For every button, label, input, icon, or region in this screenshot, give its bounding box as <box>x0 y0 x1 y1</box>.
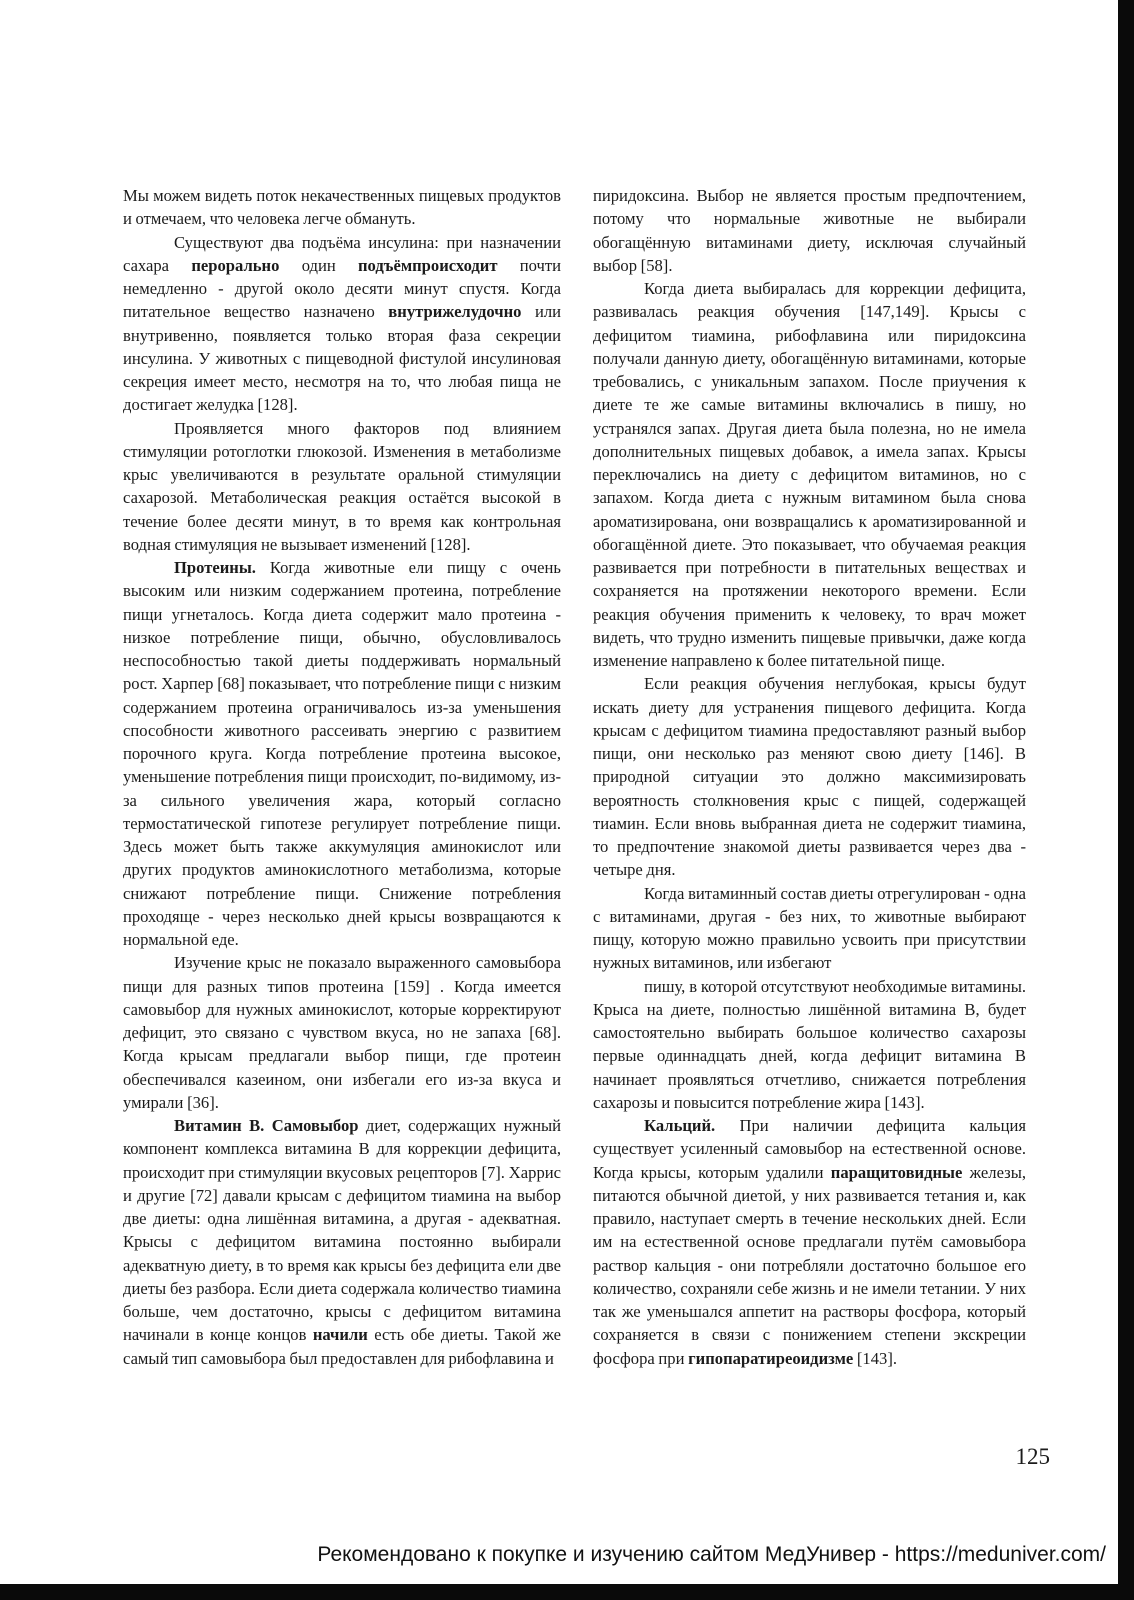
paragraph: пиридоксина. Выбор не является простым предпочтением, потому что нормальные животные не выбирали обогащённую витаминами диету, исключая случайный выбор [58]. <box>593 186 1026 275</box>
paragraph: Изучение крыс не показало выраженного самовыбора пищи для разных типов протеина [159] . Когда имеется самовыбор для нужных аминокислот, которые корректируют дефицит, это связано с чувством вкуса, но не запаха [68]. Когда крысам предлагали выбор пищи, где протеин обеспечивался казеином, они избегали его из-за вкуса и умирали [36]. <box>123 953 561 1112</box>
section-heading: Протеины. <box>174 558 256 577</box>
paragraph-vitamin-b: Витамин В. Самовыбор диет, содержащих нужный компонент комплекса витамина В для коррекции дефицита, происходит при стимуляции вкусовых рецепторов [7]. Харрис и другие [72] давали крысам с дефицитом тиамина на выбор две диеты: одна лишённая витамина, а другая - адекватная. Крысы с дефицитом витамина постоянно выбирали адекватную диету, в то время как крысы без дефицита ели две диеты без разбора. Если диета содержала количество тиамина больше, чем достаточно, крысы с дефицитом витамина начинали в конце концов начили есть обе диеты. Такой же самый тип самовыбора был предоставлен для рибофлавина и <box>123 1116 561 1368</box>
paragraph-proteins: Протеины. Когда животные ели пищу с очень высоким или низким содержанием протеина, потребление пищи угнеталось. Когда диета содержит мало протеина - низкое потребление пищи, обычно, обусловливалось неспособностью такой диеты поддерживать нормальный рост. Харпер [68] показывает, что потребление пищи с низким содержанием протеина ограничивалось из-за уменьшения способности животного рассеивать энергию с развитием порочного круга. Когда потребление протеина высокое, уменьшение потребления пищи происходит, по-видимому, из-за сильного увеличения жара, который согласно термостатической гипотезе регулирует потребление пищи. Здесь может быть также аккумуляция аминокислот или других продуктов аминокислотного метаболизма, которые снижают потребление пищи. Снижение потребления проходяще - через несколько дней крысы возвращаются к нормальной еде. <box>123 558 561 949</box>
paragraph: Когда витаминный состав диеты отрегулирован - одна с витаминами, другая - без них, то животные выбирают пищу, которую можно правильно усвоить при присутствии нужных витаминов, или избегают <box>593 883 1026 973</box>
paragraph: Проявляется много факторов под влиянием стимуляции ротоглотки глюкозой. Изменения в метаболизме крыс увеличиваются в результате оральной стимуляции сахарозой. Метаболическая реакция остаётся высокой в течение более десяти минут, в то время как контрольная водная стимуляция не вызывает изменений [128]. <box>123 418 561 554</box>
scan-border-bottom <box>0 1584 1134 1600</box>
paragraph: Мы можем видеть поток некачественных пищевых продуктов и отмечаем, что человека легче обмануть. <box>123 186 561 229</box>
section-heading: Витамин В. <box>174 1116 265 1135</box>
paragraph: Если реакция обучения неглубокая, крысы будут искать диету для устранения пищевого дефицита. Когда крысам с дефицитом тиамина предоставляют разный выбор пищи, они несколько раз меняют свою диету [146]. В природной ситуации это должно максимизировать вероятность столкновения крыс с пищей, содержащей тиамин. Если вновь выбранная диета не содержит тиамина, то предпочтение знакомой диеты развивается через два - четыре дня. <box>593 674 1026 880</box>
paragraph: пишу, в которой отсутствуют необходимые витамины. Крыса на диете, полностью лишённой витамина В, будет самостоятельно выбирать большое количество сахарозы первые одиннадцать дней, когда дефицит витамина В начинает проявляться отчетливо, снижается потребления сахарозы и повысится потребление жира [143]. <box>593 976 1026 1112</box>
paragraph: Когда диета выбиралась для коррекции дефицита, развивалась реакция обучения [147,149]. Крысы с дефицитом тиамина, рибофлавина или пиридоксина получали данную диету, обогащённую витаминами, которые требовались, с уникальным запахом. После приучения к диете те же самые витамины включались в пишу, но устранялся запах. Другая диета была полезна, но не имела дополнительных пищевых добавок, а имела запах. Крысы переключались на диету с дефицитом витаминов, но с запахом. Когда диета с нужным витамином была снова ароматизирована, они возвращались к ароматизированной и обогащённой диете. Это показывает, что обучаемая реакция развивается при потребности в питательных веществах и сохраняется на протяжении некоторого времени. Если реакция обучения применить к человеку, то врач может видеть, что трудно изменить пищевые привычки, даже когда изменение направлено к более питательной пище. <box>593 279 1026 670</box>
section-heading: Кальций. <box>644 1116 716 1135</box>
scan-border-right <box>1118 0 1134 1600</box>
paragraph-calcium: Кальций. При наличии дефицита кальция существует усиленный самовыбор на естественной основе. Когда крысы, которым удалили паращитовидные железы, питаются обычной диетой, у них развивается тетания и, как правило, наступает смерть в течение нескольких дней. Если им на естественной основе предлагали путём самовыбора раствор кальция - они потребляли достаточно большое его количество, сохраняли себе жизнь и не имели тетании. У них так же уменьшался аппетит на растворы фосфора, который сохраняется в связи с понижением степени экскреции фосфора при гипопаратиреоидизме [143]. <box>593 1116 1026 1368</box>
page-number: 125 <box>1015 1444 1050 1469</box>
footer-recommendation: Рекомендовано к покупке и изучению сайтом МедУнивер - https://meduniver.com/ <box>317 1543 1106 1566</box>
right-text-column <box>593 184 1026 1370</box>
paragraph-insulin: Существуют два подъёма инсулина: при назначении сахара перорально один подъёмпроисходит почти немедленно - другой около десяти минут спустя. Когда питательное вещество назначено внутрижелудочно или внутривенно, появляется только вторая фаза секреции инсулина. У животных с пищеводной фистулой инсулиновая секреция имеет место, несмотря на то, что любая пища не достигает желудка [128]. <box>123 232 562 415</box>
left-text-column <box>123 184 561 1370</box>
